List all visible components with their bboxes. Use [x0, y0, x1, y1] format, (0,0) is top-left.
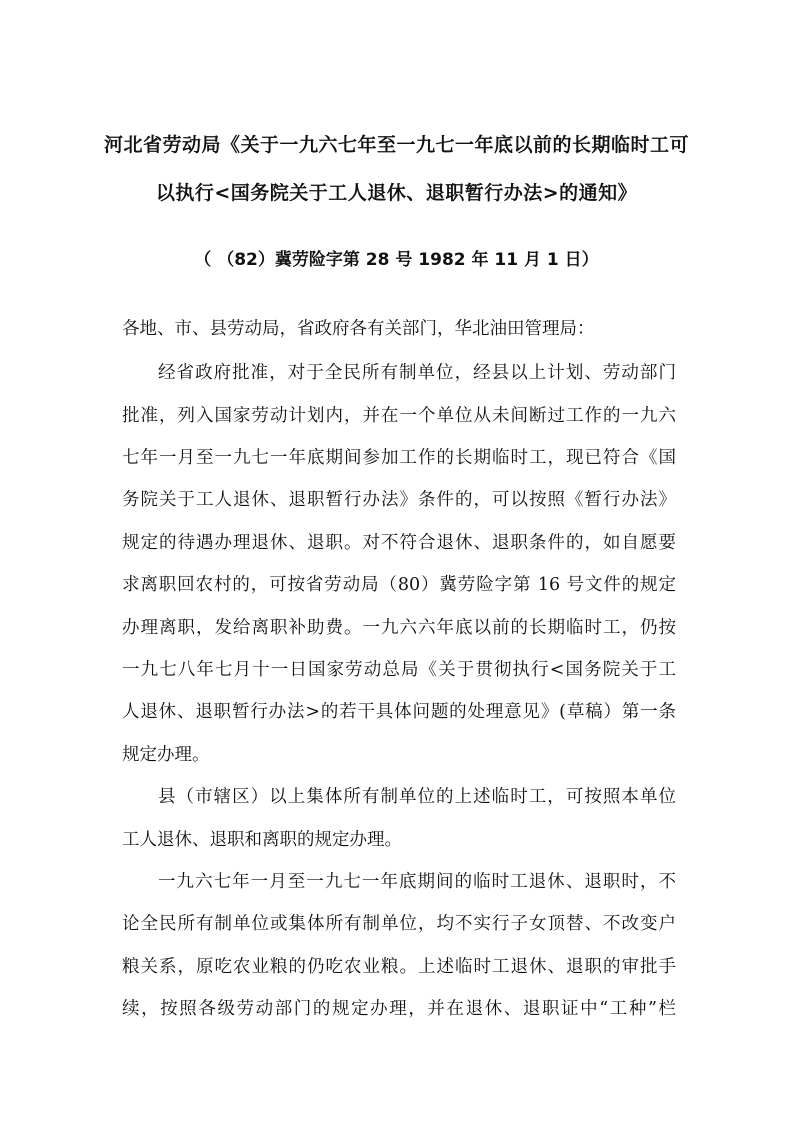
paragraph-1-line: 经省政府批准，对于全民所有制单位，经县以上计划、劳动部门 [158, 363, 676, 383]
paragraph-1-line: 规定的待遇办理退休、退职。对不符合退休、退职条件的，如自愿要 [122, 533, 676, 553]
addressee-line: 各地、市、县劳动局，省政府各有关部门，华北油田管理局： [122, 319, 595, 339]
paragraph-2-line: 工人退休、退职和离职的规定办理。 [122, 830, 402, 850]
paragraph-3-line: 续，按照各级劳动部门的规定办理，并在退休、退职证中“工种”栏 [122, 999, 676, 1019]
paragraph-1-line: 求离职回农村的，可按省劳动局（80）冀劳险字第 16 号文件的规定 [122, 575, 676, 595]
paragraph-1-line: 人退休、退职暂行办法>的若干具体问题的处理意见》(草稿）第一条 [122, 702, 676, 722]
paragraph-1-line: 一九七八年七月十一日国家劳动总局《关于贯彻执行<国务院关于工 [122, 660, 676, 680]
paragraph-1-line: 务院关于工人退休、退职暂行办法》条件的，可以按照《暂行办法》 [122, 490, 676, 510]
paragraph-3-line: 粮关系，原吃农业粮的仍吃农业粮。上述临时工退休、退职的审批手 [122, 957, 676, 977]
paragraph-1-line: 批准，列入国家劳动计划内，并在一个单位从未间断过工作的一九六 [122, 406, 676, 426]
document-title-line-1: 河北省劳动局《关于一九六七年至一九七一年底以前的长期临时工可 [103, 134, 689, 156]
paragraph-3-line: 论全民所有制单位或集体所有制单位，均不实行子女顶替、不改变户 [122, 914, 676, 934]
document-title-line-2: 以执行<国务院关于工人退休、退职暂行办法>的通知》 [155, 182, 638, 204]
paragraph-3-line: 一九六七年一月至一九七一年底期间的临时工退休、退职时，不 [158, 872, 676, 892]
paragraph-1-line: 办理离职，发给离职补助费。一九六六年底以前的长期临时工，仍按 [122, 618, 676, 638]
paragraph-1-line: 七年一月至一九七一年底期间参加工作的长期临时工，现已符合《国 [122, 448, 676, 468]
paragraph-1-line: 规定办理。 [122, 745, 210, 765]
paragraph-2-line: 县（市辖区）以上集体所有制单位的上述临时工，可按照本单位 [158, 787, 676, 807]
document-reference: （ （82）冀劳险字第 28 号 1982 年 11 月 1 日） [194, 250, 599, 270]
